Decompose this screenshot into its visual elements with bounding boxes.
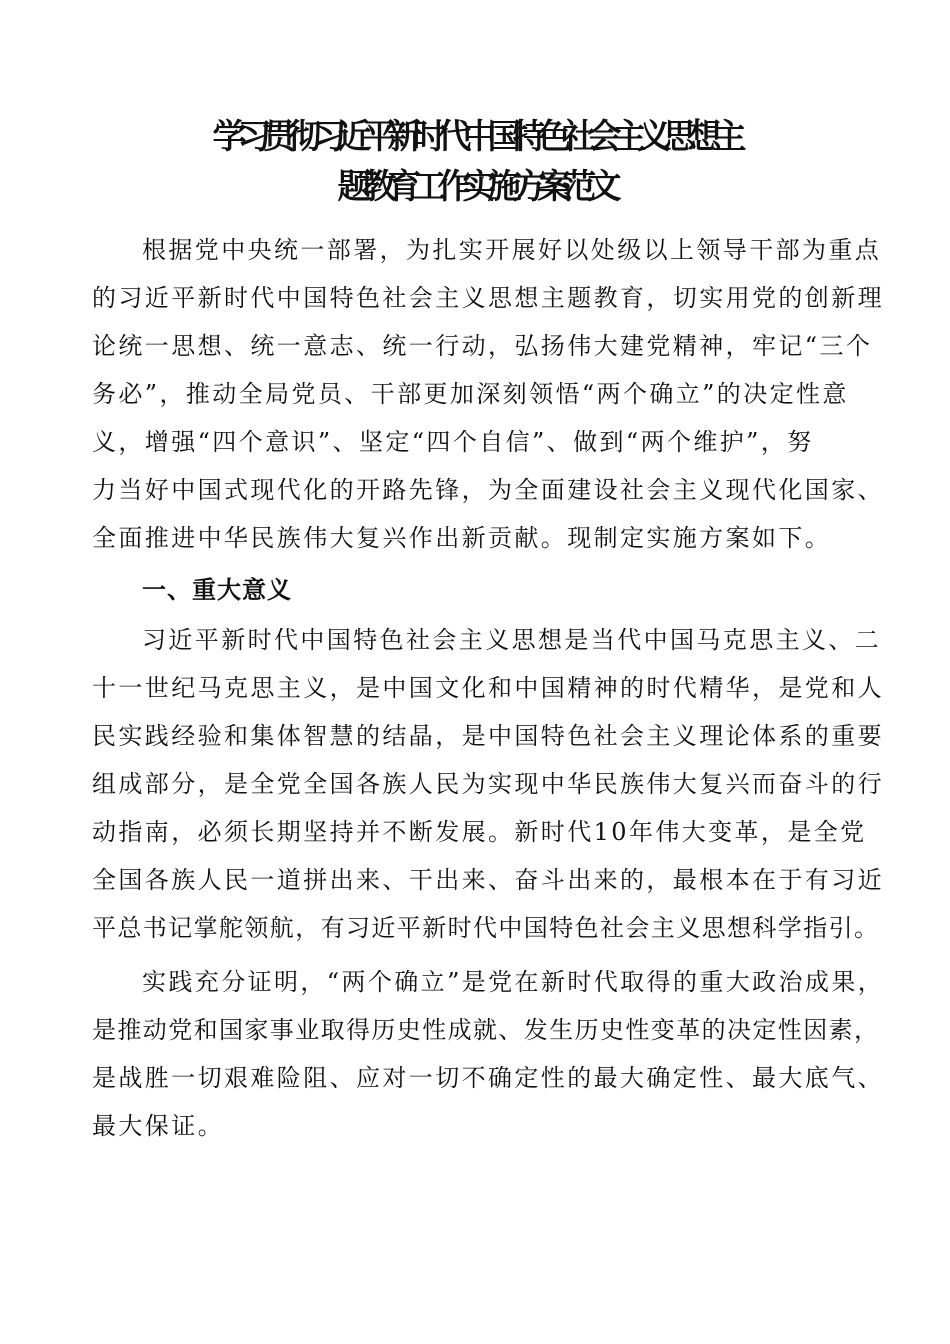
section-1-para-1-line-2: 十一世纪马克思主义，是中国文化和中国精神的时代精华，是党和人 bbox=[92, 674, 884, 702]
section-1-para-2-line-4: 最大保证。 bbox=[92, 1112, 224, 1140]
section-1-para-2-line-1: 实践充分证明，“两个确立”是党在新时代取得的重大政治成果， bbox=[142, 968, 885, 996]
section-1-para-1-line-5: 动指南，必须长期坚持并不断发展。新时代10年伟大变革，是全党 bbox=[92, 818, 867, 846]
section-1-para-1-line-4: 组成部分，是全党全国各族人民为实现中华民族伟大复兴而奋斗的行 bbox=[92, 770, 884, 798]
document-title-line-1: 学习贯彻习近平新时代中国特色社会主义思想主 bbox=[212, 117, 738, 157]
intro-line-1: 根据党中央统一部署，为扎实开展好以处级以上领导干部为重点 bbox=[142, 236, 882, 264]
intro-line-5: 义，增强“四个意识”、坚定“四个自信”、做到“两个维护”，努 bbox=[92, 428, 814, 456]
section-1-heading: 一、重大意义 bbox=[142, 576, 292, 604]
intro-line-2: 的习近平新时代中国特色社会主义思想主题教育，切实用党的创新理 bbox=[92, 284, 884, 312]
section-1-para-1-line-6: 全国各族人民一道拼出来、干出来、奋斗出来的，最根本在于有习近 bbox=[92, 866, 884, 894]
intro-line-4: 务必”，推动全局党员、干部更加深刻领悟“两个确立”的决定性意 bbox=[92, 380, 849, 408]
intro-line-6: 力当好中国式现代化的开路先锋，为全面建设社会主义现代化国家、 bbox=[92, 476, 884, 504]
section-1-para-1-line-3: 民实践经验和集体智慧的结晶，是中国特色社会主义理论体系的重要 bbox=[92, 722, 884, 750]
intro-line-3: 论统一思想、统一意志、统一行动，弘扬伟大建党精神，牢记“三个 bbox=[92, 332, 873, 360]
intro-line-7: 全面推进中华民族伟大复兴作出新贡献。现制定实施方案如下。 bbox=[92, 524, 832, 552]
section-1-para-2-line-2: 是推动党和国家事业取得历史性成就、发生历史性变革的决定性因素， bbox=[92, 1016, 880, 1044]
section-1-para-1-line-1: 习近平新时代中国特色社会主义思想是当代中国马克思主义、二 bbox=[142, 626, 882, 654]
document-title-line-2: 题教育工作实施方案范文 bbox=[337, 167, 613, 207]
section-1-para-2-line-3: 是战胜一切艰难险阻、应对一切不确定性的最大确定性、最大底气、 bbox=[92, 1064, 884, 1092]
section-1-para-1-line-7: 平总书记掌舵领航，有习近平新时代中国特色社会主义思想科学指引。 bbox=[92, 914, 880, 942]
